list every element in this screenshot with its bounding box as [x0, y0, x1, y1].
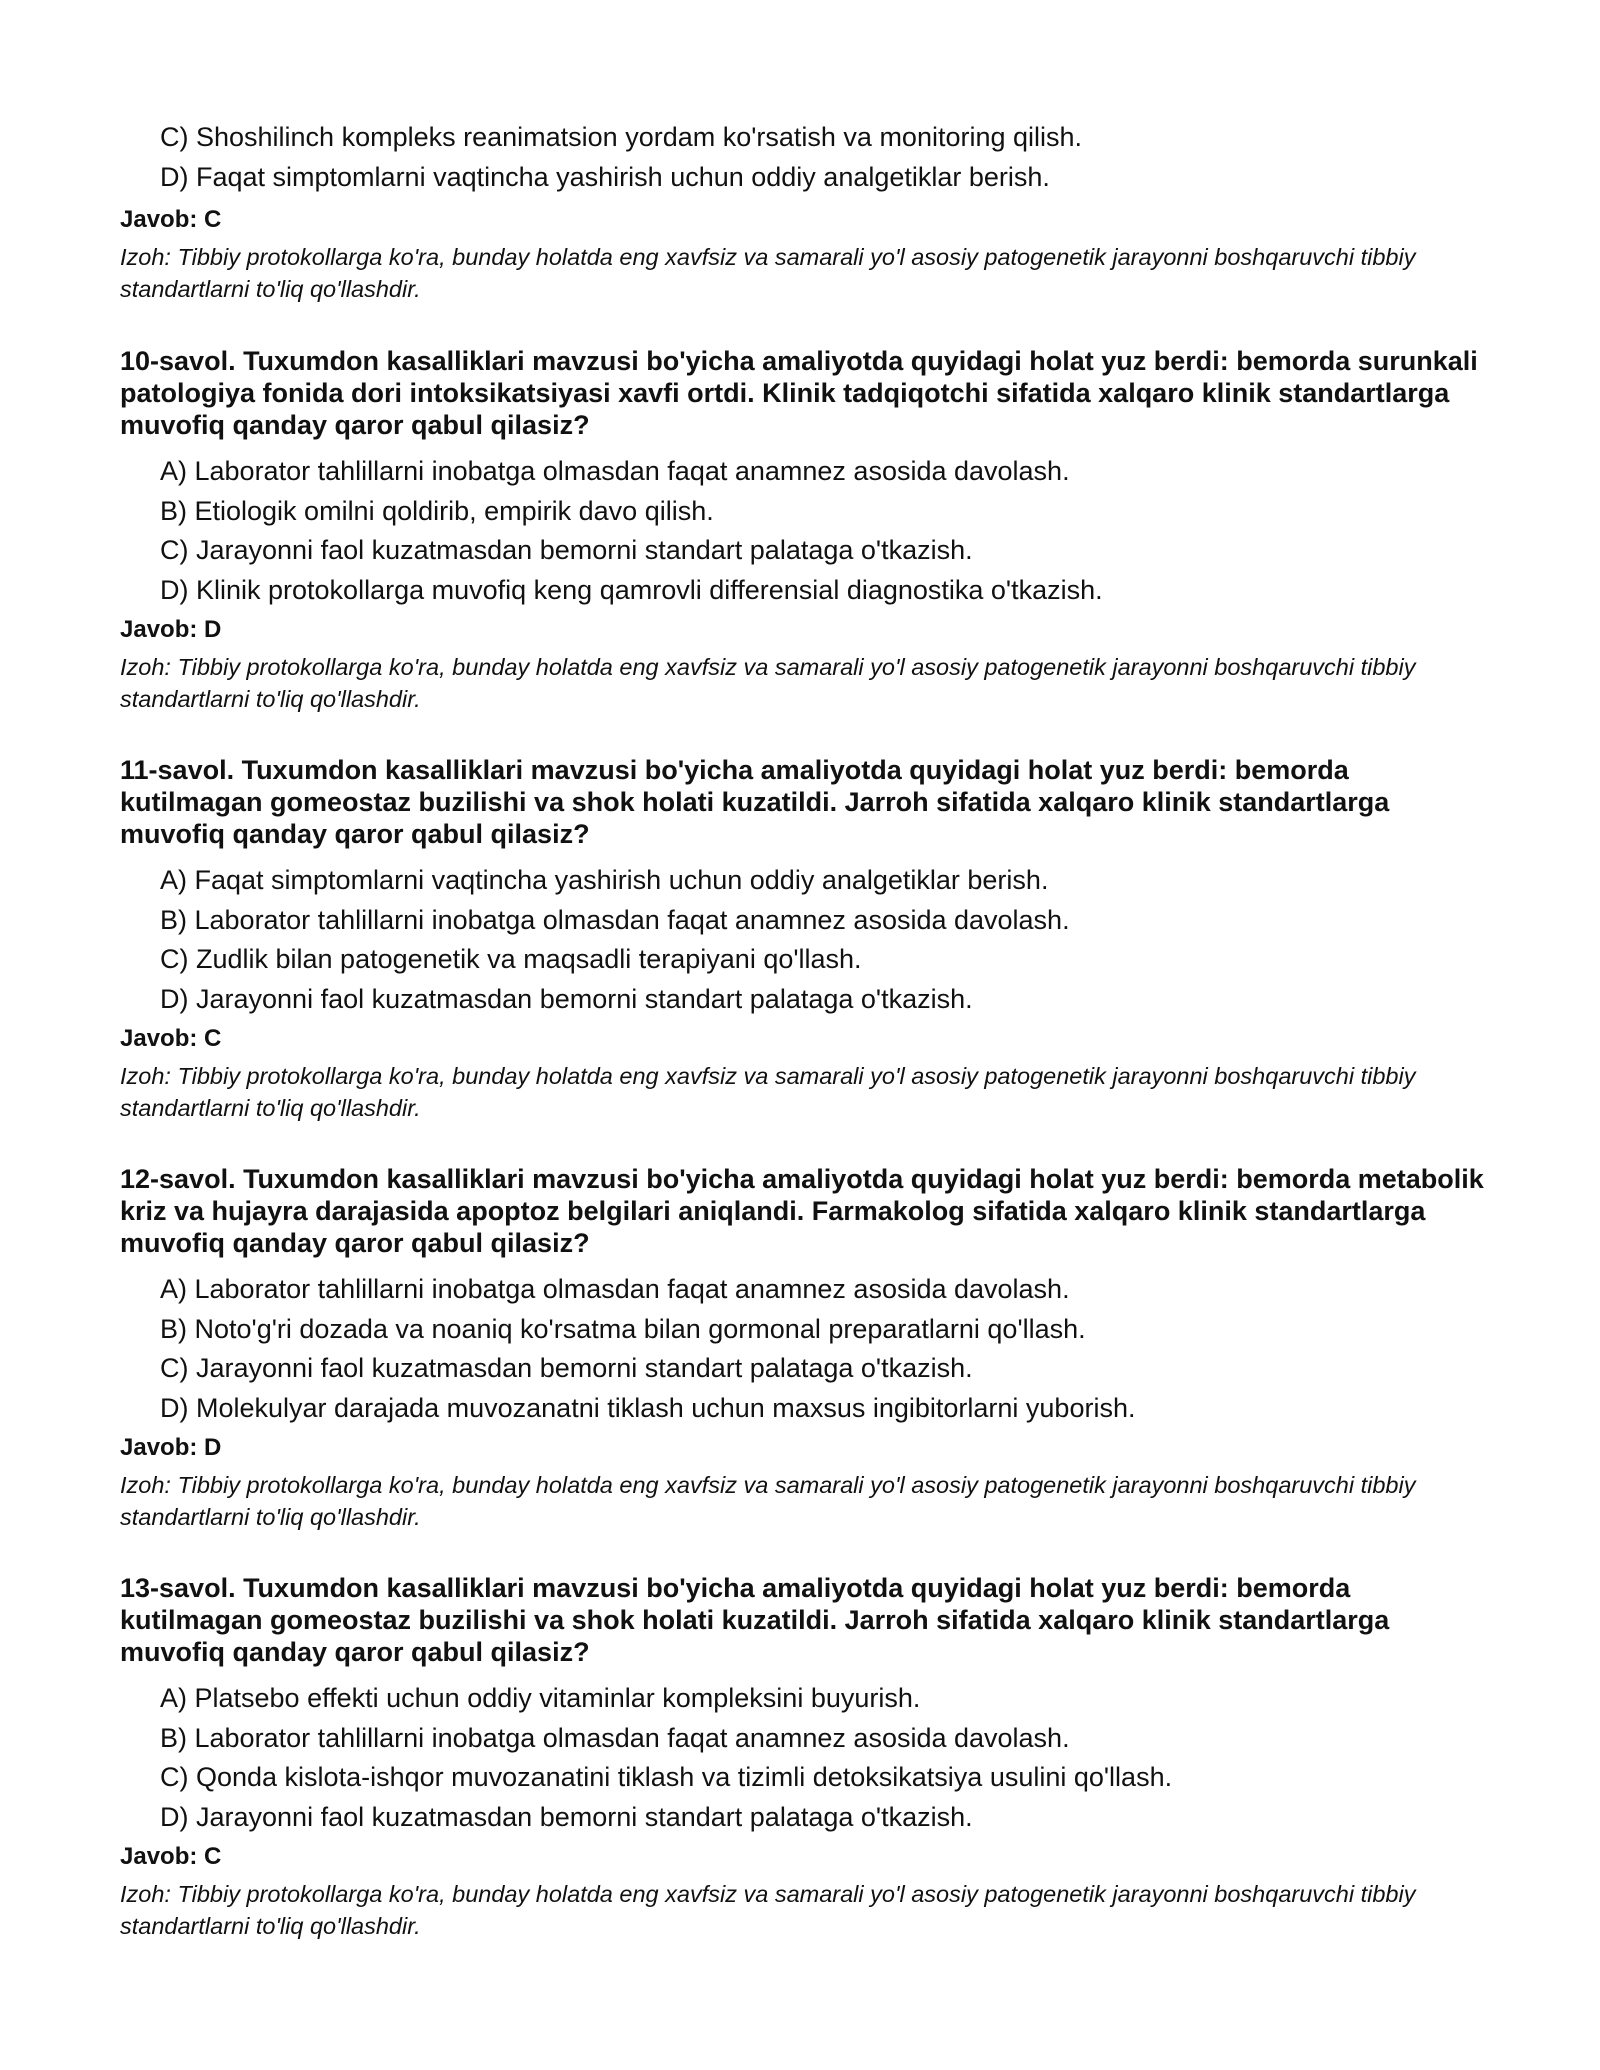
answer-label: Javob: C	[120, 1025, 222, 1052]
explanation-note: Izoh: Tibbiy protokollarga ko'ra, bunday holatda eng xavfsiz va samarali yo'l asosiy patogenetik jarayonni boshqaruvchi tibbiy standartlarni to'liq qo'llashdir.	[120, 654, 1416, 712]
option-b: B) Noto'g'ri dozada va noaniq ko'rsatma bilan gormonal preparatlarni qo'llash.	[160, 1313, 1086, 1344]
options-list	[160, 861, 1490, 1019]
answer-label: Javob: C	[120, 1843, 222, 1870]
option-c: C) Qonda kislota-ishqor muvozanatini tiklash va tizimli detoksikatsiya usulini qo'llash.	[160, 1762, 1173, 1792]
option-c: C) Zudlik bilan patogenetik va maqsadli terapiyani qo'llash.	[160, 944, 862, 974]
option-b: B) Laborator tahlillarni inobatga olmasdan faqat anamnez asosida davolash.	[160, 904, 1070, 935]
carry-over-options	[160, 118, 1082, 197]
carry-over-answer-block	[120, 205, 1490, 305]
option-d: D) Faqat simptomlarni vaqtincha yashirish uchun oddiy analgetiklar berish.	[160, 161, 1050, 192]
explanation-note: Izoh: Tibbiy protokollarga ko'ra, bunday holatda eng xavfsiz va samarali yo'l asosiy patogenetik jarayonni boshqaruvchi tibbiy standartlarni to'liq qo'llashdir.	[120, 244, 1416, 302]
options-list	[160, 1679, 1490, 1837]
option-d: D) Klinik protokollarga muvofiq keng qamrovli differensial diagnostika o'tkazish.	[160, 574, 1103, 605]
explanation-note: Izoh: Tibbiy protokollarga ko'ra, bunday holatda eng xavfsiz va samarali yo'l asosiy patogenetik jarayonni boshqaruvchi tibbiy standartlarni to'liq qo'llashdir.	[120, 1881, 1416, 1939]
option-c: C) Jarayonni faol kuzatmasdan bemorni standart palataga o'tkazish.	[160, 1353, 973, 1383]
option-b: B) Laborator tahlillarni inobatga olmasdan faqat anamnez asosida davolash.	[160, 1722, 1070, 1753]
option-a: A) Laborator tahlillarni inobatga olmasdan faqat anamnez asosida davolash.	[160, 456, 1070, 486]
option-d: D) Jarayonni faol kuzatmasdan bemorni standart palataga o'tkazish.	[160, 983, 973, 1014]
question-block-12	[120, 1163, 1490, 1533]
question-text: 13-savol. Tuxumdon kasalliklari mavzusi bo'yicha amaliyotda quyidagi holat yuz berdi: bemorda kutilmagan gomeostaz buzilishi va shok holati kuzatildi. Jarroh sifatida xalqaro klinik standartlarga muvofiq qanday qaror qabul qilasiz?	[120, 1573, 1390, 1667]
option-a: A) Platsebo effekti uchun oddiy vitaminlar kompleksini buyurish.	[160, 1683, 921, 1713]
question-block-10	[120, 345, 1490, 715]
question-text: 10-savol. Tuxumdon kasalliklari mavzusi bo'yicha amaliyotda quyidagi holat yuz berdi: bemorda surunkali patologiya fonida dori intoksikatsiyasi xavfi ortdi. Klinik tadqiqotchi sifatida xalqaro klinik standartlarga muvofiq qanday qaror qabul qilasiz?	[120, 346, 1478, 440]
answer-label: Javob: C	[120, 206, 222, 233]
option-b: B) Etiologik omilni qoldirib, empirik davo qilish.	[160, 495, 714, 526]
answer-label: Javob: D	[120, 616, 222, 643]
question-text: 12-savol. Tuxumdon kasalliklari mavzusi bo'yicha amaliyotda quyidagi holat yuz berdi: bemorda metabolik kriz va hujayra darajasida apoptoz belgilari aniqlandi. Farmakolog sifatida xalqaro klinik standartlarga muvofiq qanday qaror qabul qilasiz?	[120, 1164, 1484, 1258]
option-c: C) Shoshilinch kompleks reanimatsion yordam ko'rsatish va monitoring qilish.	[160, 122, 1083, 152]
question-block-13	[120, 1572, 1490, 1942]
option-d: D) Molekulyar darajada muvozanatni tiklash uchun maxsus ingibitorlarni yuborish.	[160, 1392, 1136, 1423]
question-text: 11-savol. Tuxumdon kasalliklari mavzusi bo'yicha amaliyotda quyidagi holat yuz berdi: bemorda kutilmagan gomeostaz buzilishi va shok holati kuzatildi. Jarroh sifatida xalqaro klinik standartlarga muvofiq qanday qaror qabul qilasiz?	[120, 755, 1390, 849]
option-d: D) Jarayonni faol kuzatmasdan bemorni standart palataga o'tkazish.	[160, 1801, 973, 1832]
options-list	[160, 452, 1490, 610]
option-a: A) Faqat simptomlarni vaqtincha yashirish uchun oddiy analgetiklar berish.	[160, 865, 1049, 895]
explanation-note: Izoh: Tibbiy protokollarga ko'ra, bunday holatda eng xavfsiz va samarali yo'l asosiy patogenetik jarayonni boshqaruvchi tibbiy standartlarni to'liq qo'llashdir.	[120, 1472, 1416, 1530]
answer-label: Javob: D	[120, 1434, 222, 1461]
question-block-11	[120, 754, 1490, 1124]
explanation-note: Izoh: Tibbiy protokollarga ko'ra, bunday holatda eng xavfsiz va samarali yo'l asosiy patogenetik jarayonni boshqaruvchi tibbiy standartlarni to'liq qo'llashdir.	[120, 1063, 1416, 1121]
options-list	[160, 1270, 1490, 1428]
option-a: A) Laborator tahlillarni inobatga olmasdan faqat anamnez asosida davolash.	[160, 1274, 1070, 1304]
option-c: C) Jarayonni faol kuzatmasdan bemorni standart palataga o'tkazish.	[160, 535, 973, 565]
